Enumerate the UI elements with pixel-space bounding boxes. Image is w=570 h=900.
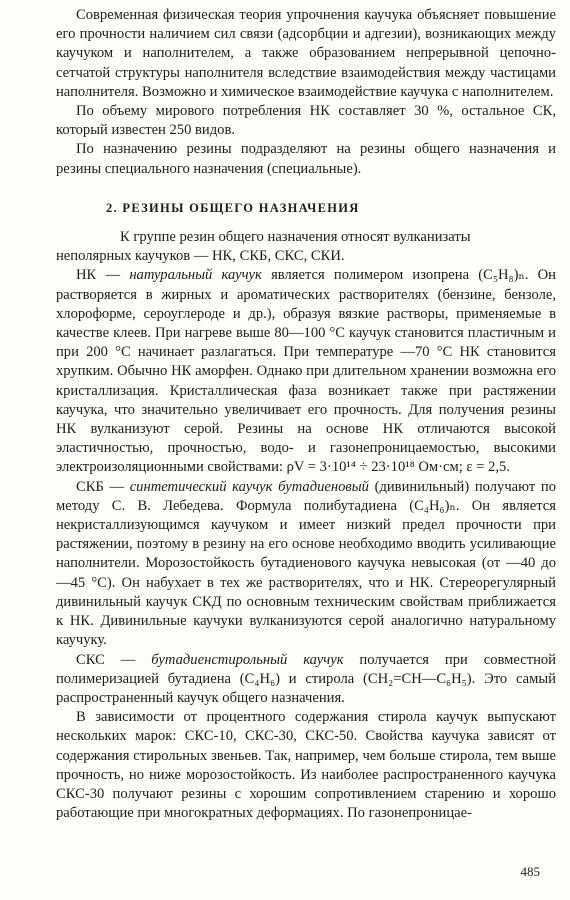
page-number: 485 [520, 864, 540, 879]
nk-term-prefix: НК — [76, 267, 130, 284]
sks-term: бутадиенстирольный каучук [151, 651, 344, 668]
nk-term: натуральный каучук [129, 267, 262, 284]
sks-text: получается при совместной полимеризацией бутадиена (C₄H₆) и стирола (CH₂=CH—C₆H₅). Это самый распространенный каучук общего назначения. [56, 651, 556, 706]
intro-line-2: неполярных каучуков — НК, СКБ, СКС, СКИ. [56, 248, 345, 265]
intro-line-1: К группе резин общего назначения относят вулканизаты [120, 229, 471, 246]
section-heading: 2. РЕЗИНЫ ОБЩЕГО НАЗНАЧЕНИЯ [106, 200, 360, 215]
paragraph-reinforcement-theory: Современная физическая теория упрочнения каучука объясняет повышение его прочности наличием сил связи (адсорбции и адгезии), возникающих между каучуком и наполнителем, а также образованием непрерывной цепочно-сетчатой структуры наполнителя вследствие взаимодействия между частицами наполнителя. Возможно и химическое взаимодействие каучука с наполнителем. [56, 7, 556, 100]
paragraph-sks-grades: В зависимости от процентного содержания стирола каучук выпускают нескольких марок: СКС-10, СКС-30, СКС-50. Свойства каучука зависят от содержания стирольных звеньев. Так, например, чем больше стирола, тем выше прочность, но ниже морозостойкость. Из наиболее распространенного каучука СКС-30 получают резины с хорошим сопротивлением старению и хорошо работающие при многократных деформациях. По газонепроницае- [56, 709, 556, 822]
skb-text: (дивинильный) получают по методу С. В. Лебедева. Формула полибутадиена (C₄H₆)ₙ. Он является некристаллизующимся каучуком и имеет низкий предел прочности при растяжении, поэтому в резину на его основе необходимо вводить усиливающие наполнители. Морозостойкость бутадиенового каучука невысокая (от —40 до —45 °С). Он набухает в тех же растворителях, что и НК. Стереорегулярный дивинильный каучук СКД по основным техническим свойствам приближается к НК. Дивинильные каучуки вулканизуются серой аналогично натуральному каучуку. [56, 478, 556, 649]
nk-text: является полимером изопрена (C₅H₈)ₙ. Он растворяется в жирных и ароматических растворителях (бензине, бензоле, хлороформе, сероуглероде и др.), образуя вязкие растворы, применяемые в качестве клеев. При нагреве выше 80—100 °С каучук становится пластичным и при 200 °С начинает разлагаться. При температуре —70 °С НК становится хрупким. Обычно НК аморфен. Однако при длительном хранении возможна его кристаллизация. Кристаллическая фаза возникает также при растяжении каучука, что значительно увеличивает его прочность. Для получения резины НК вулканизуют серой. Резины на основе НК отличаются высокой эластичностью, прочностью, водо- и газонепроницаемостью, высокими электроизоляционными свойствами: ρV = 3·10¹⁴ ÷ 23·10¹⁸ Ом·см; ε = 2,5. [56, 267, 556, 476]
paragraph-sks [56, 651, 556, 709]
paragraph-nk [56, 266, 556, 477]
paragraph-consumption: По объему мирового потребления НК составляет 30 %, остальное СК, который известен 250 видов. [56, 103, 556, 139]
skb-term-prefix: СКБ — [76, 478, 130, 495]
paragraph-skb [56, 478, 556, 651]
skb-term: синтетический каучук бутадиеновый [129, 478, 369, 495]
paragraph-classification: По назначению резины подразделяют на резины общего назначения и резины специального назначения (специальные). [56, 141, 556, 177]
sks-term-prefix: СКС — [76, 651, 152, 668]
